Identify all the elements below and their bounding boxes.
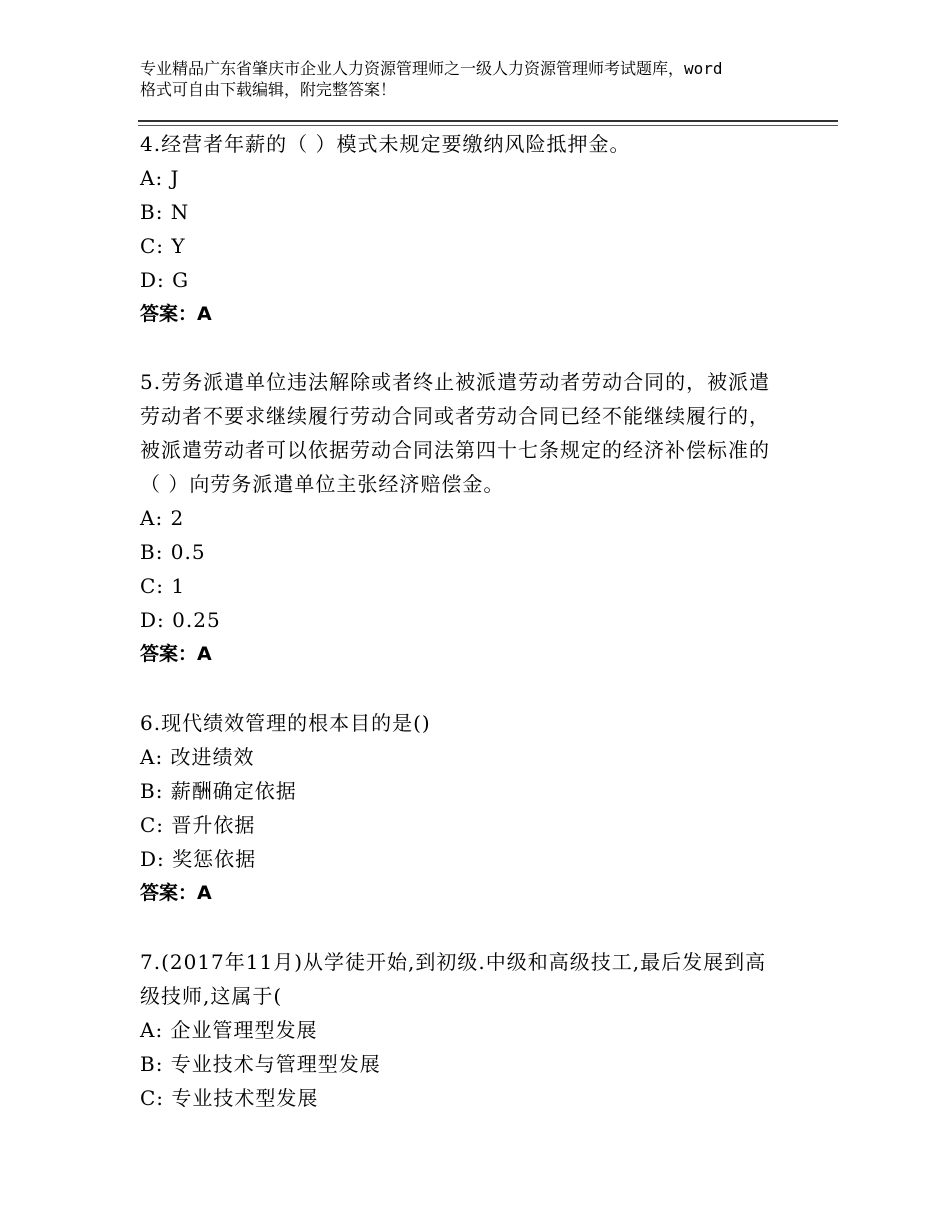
option-a: A: J: [140, 166, 180, 190]
question-5: [140, 365, 840, 671]
header-divider-thin: [138, 125, 838, 126]
option-c: C: Y: [140, 234, 186, 258]
option-d: D: 奖惩依据: [140, 847, 257, 871]
option-a: A: 2: [140, 506, 185, 530]
option-d: D: 0.25: [140, 608, 221, 632]
question-4: [140, 127, 840, 331]
question-stem-line: 4.经营者年薪的（ ）模式未规定要缴纳风险抵押金。: [140, 132, 631, 156]
question-stem-line: 劳动者不要求继续履行劳动合同或者劳动合同已经不能继续履行的，: [140, 404, 770, 428]
question-7: [140, 945, 840, 1115]
question-stem-line: 7.(2017年11月)从学徒开始,到初级.中级和高级技工,最后发展到高: [140, 950, 767, 974]
option-c: C: 晋升依据: [140, 813, 256, 837]
option-b: B: 专业技术与管理型发展: [140, 1052, 381, 1076]
question-stem-line: 6.现代绩效管理的根本目的是(): [140, 711, 431, 735]
question-stem-line: 被派遣劳动者可以依据劳动合同法第四十七条规定的经济补偿标准的: [140, 438, 770, 462]
answer-label: 答案：A: [140, 882, 212, 904]
question-stem-line: （ ）向劳务派遣单位主张经济赔偿金。: [140, 472, 505, 496]
option-d: D: G: [140, 268, 190, 292]
header-line-2: 格式可自由下载编辑，附完整答案！: [140, 80, 397, 99]
option-a: A: 改进绩效: [140, 745, 255, 769]
question-stem-line: 级技师,这属于(: [140, 984, 283, 1008]
header-divider-thick: [138, 120, 838, 122]
option-b: B: 0.5: [140, 540, 206, 564]
document-header: [140, 58, 840, 100]
option-b: B: N: [140, 200, 190, 224]
header-line-1: 专业精品广东省肇庆市企业人力资源管理师之一级人力资源管理师考试题库，word: [140, 59, 723, 78]
option-c: C: 1: [140, 574, 186, 598]
option-b: B: 薪酬确定依据: [140, 779, 297, 803]
question-stem-line: 5.劳务派遣单位违法解除或者终止被派遣劳动者劳动合同的，被派遣: [140, 370, 771, 394]
answer-label: 答案：A: [140, 643, 212, 665]
option-a: A: 企业管理型发展: [140, 1018, 318, 1042]
answer-label: 答案：A: [140, 303, 212, 325]
option-c: C: 专业技术型发展: [140, 1086, 319, 1110]
question-6: [140, 706, 840, 910]
